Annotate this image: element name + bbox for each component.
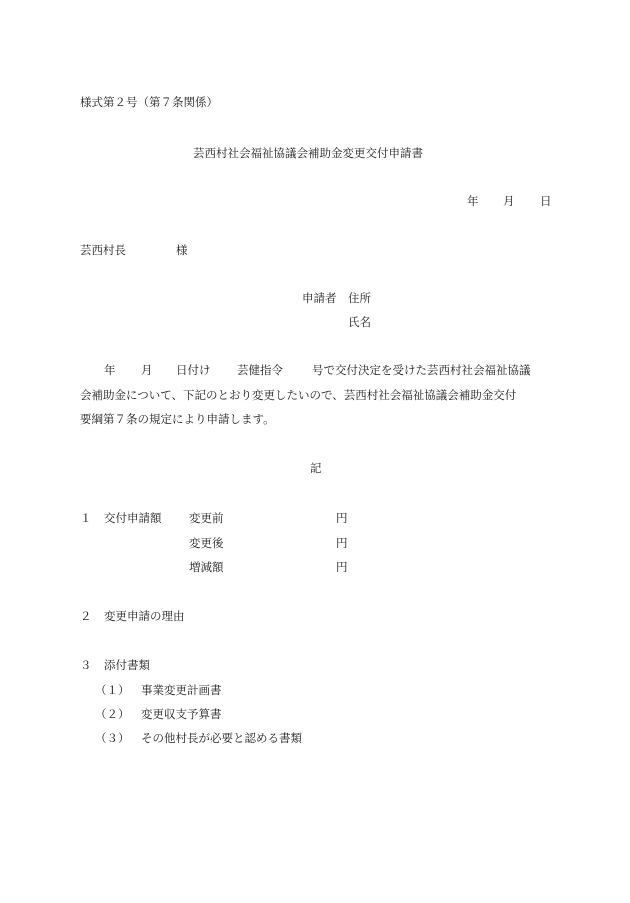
attachment-number: （１） (95, 683, 130, 697)
body-date-suffix: 日付け (176, 363, 211, 377)
date-month: 月 (503, 194, 515, 208)
attachment-label: その他村長が必要と認める書類 (141, 731, 302, 745)
item-1-row-label: 変更前 (189, 511, 224, 525)
form-number: 様式第２号（第７条関係） (80, 95, 218, 109)
attachment-label: 変更収支予算書 (141, 707, 222, 721)
item-2-label: 変更申請の理由 (104, 609, 185, 623)
attachment-number: （２） (95, 707, 130, 721)
applicant-label: 申請者 (302, 291, 337, 305)
addressee-honorific: 様 (176, 243, 188, 257)
item-1-row-label: 増減額 (189, 560, 224, 574)
body-month: 月 (141, 363, 153, 377)
date-day: 日 (540, 194, 552, 208)
ki-heading: 記 (310, 461, 322, 475)
attachment-label: 事業変更計画書 (141, 683, 222, 697)
item-1-number: １ (80, 511, 92, 525)
body-line3: 要綱第７条の規定により申請します。 (80, 412, 275, 426)
body-doc-prefix: 芸健指令 (237, 363, 283, 377)
document-title: 芸西村社会福祉協議会補助金変更交付申請書 (193, 146, 423, 160)
body-line1-rest: 号で交付決定を受けた芸西村社会福祉協議 (312, 363, 531, 377)
body-line2: 会補助金について、下記のとおり変更したいので、芸西村社会福祉協議会補助金交付 (80, 388, 517, 402)
item-1-row-unit: 円 (336, 560, 348, 574)
date-year: 年 (467, 194, 479, 208)
body-year: 年 (104, 363, 116, 377)
item-2-number: ２ (80, 609, 92, 623)
item-1-row-unit: 円 (336, 536, 348, 550)
item-1-label: 交付申請額 (104, 511, 162, 525)
applicant-address-label: 住所 (348, 291, 371, 305)
item-1-row-unit: 円 (336, 511, 348, 525)
applicant-name-label: 氏名 (348, 315, 371, 329)
item-3-number: ３ (80, 658, 92, 672)
addressee-name: 芸西村長 (80, 243, 126, 257)
item-1-row-label: 変更後 (189, 536, 224, 550)
item-3-label: 添付書類 (104, 658, 150, 672)
attachment-number: （３） (95, 731, 130, 745)
